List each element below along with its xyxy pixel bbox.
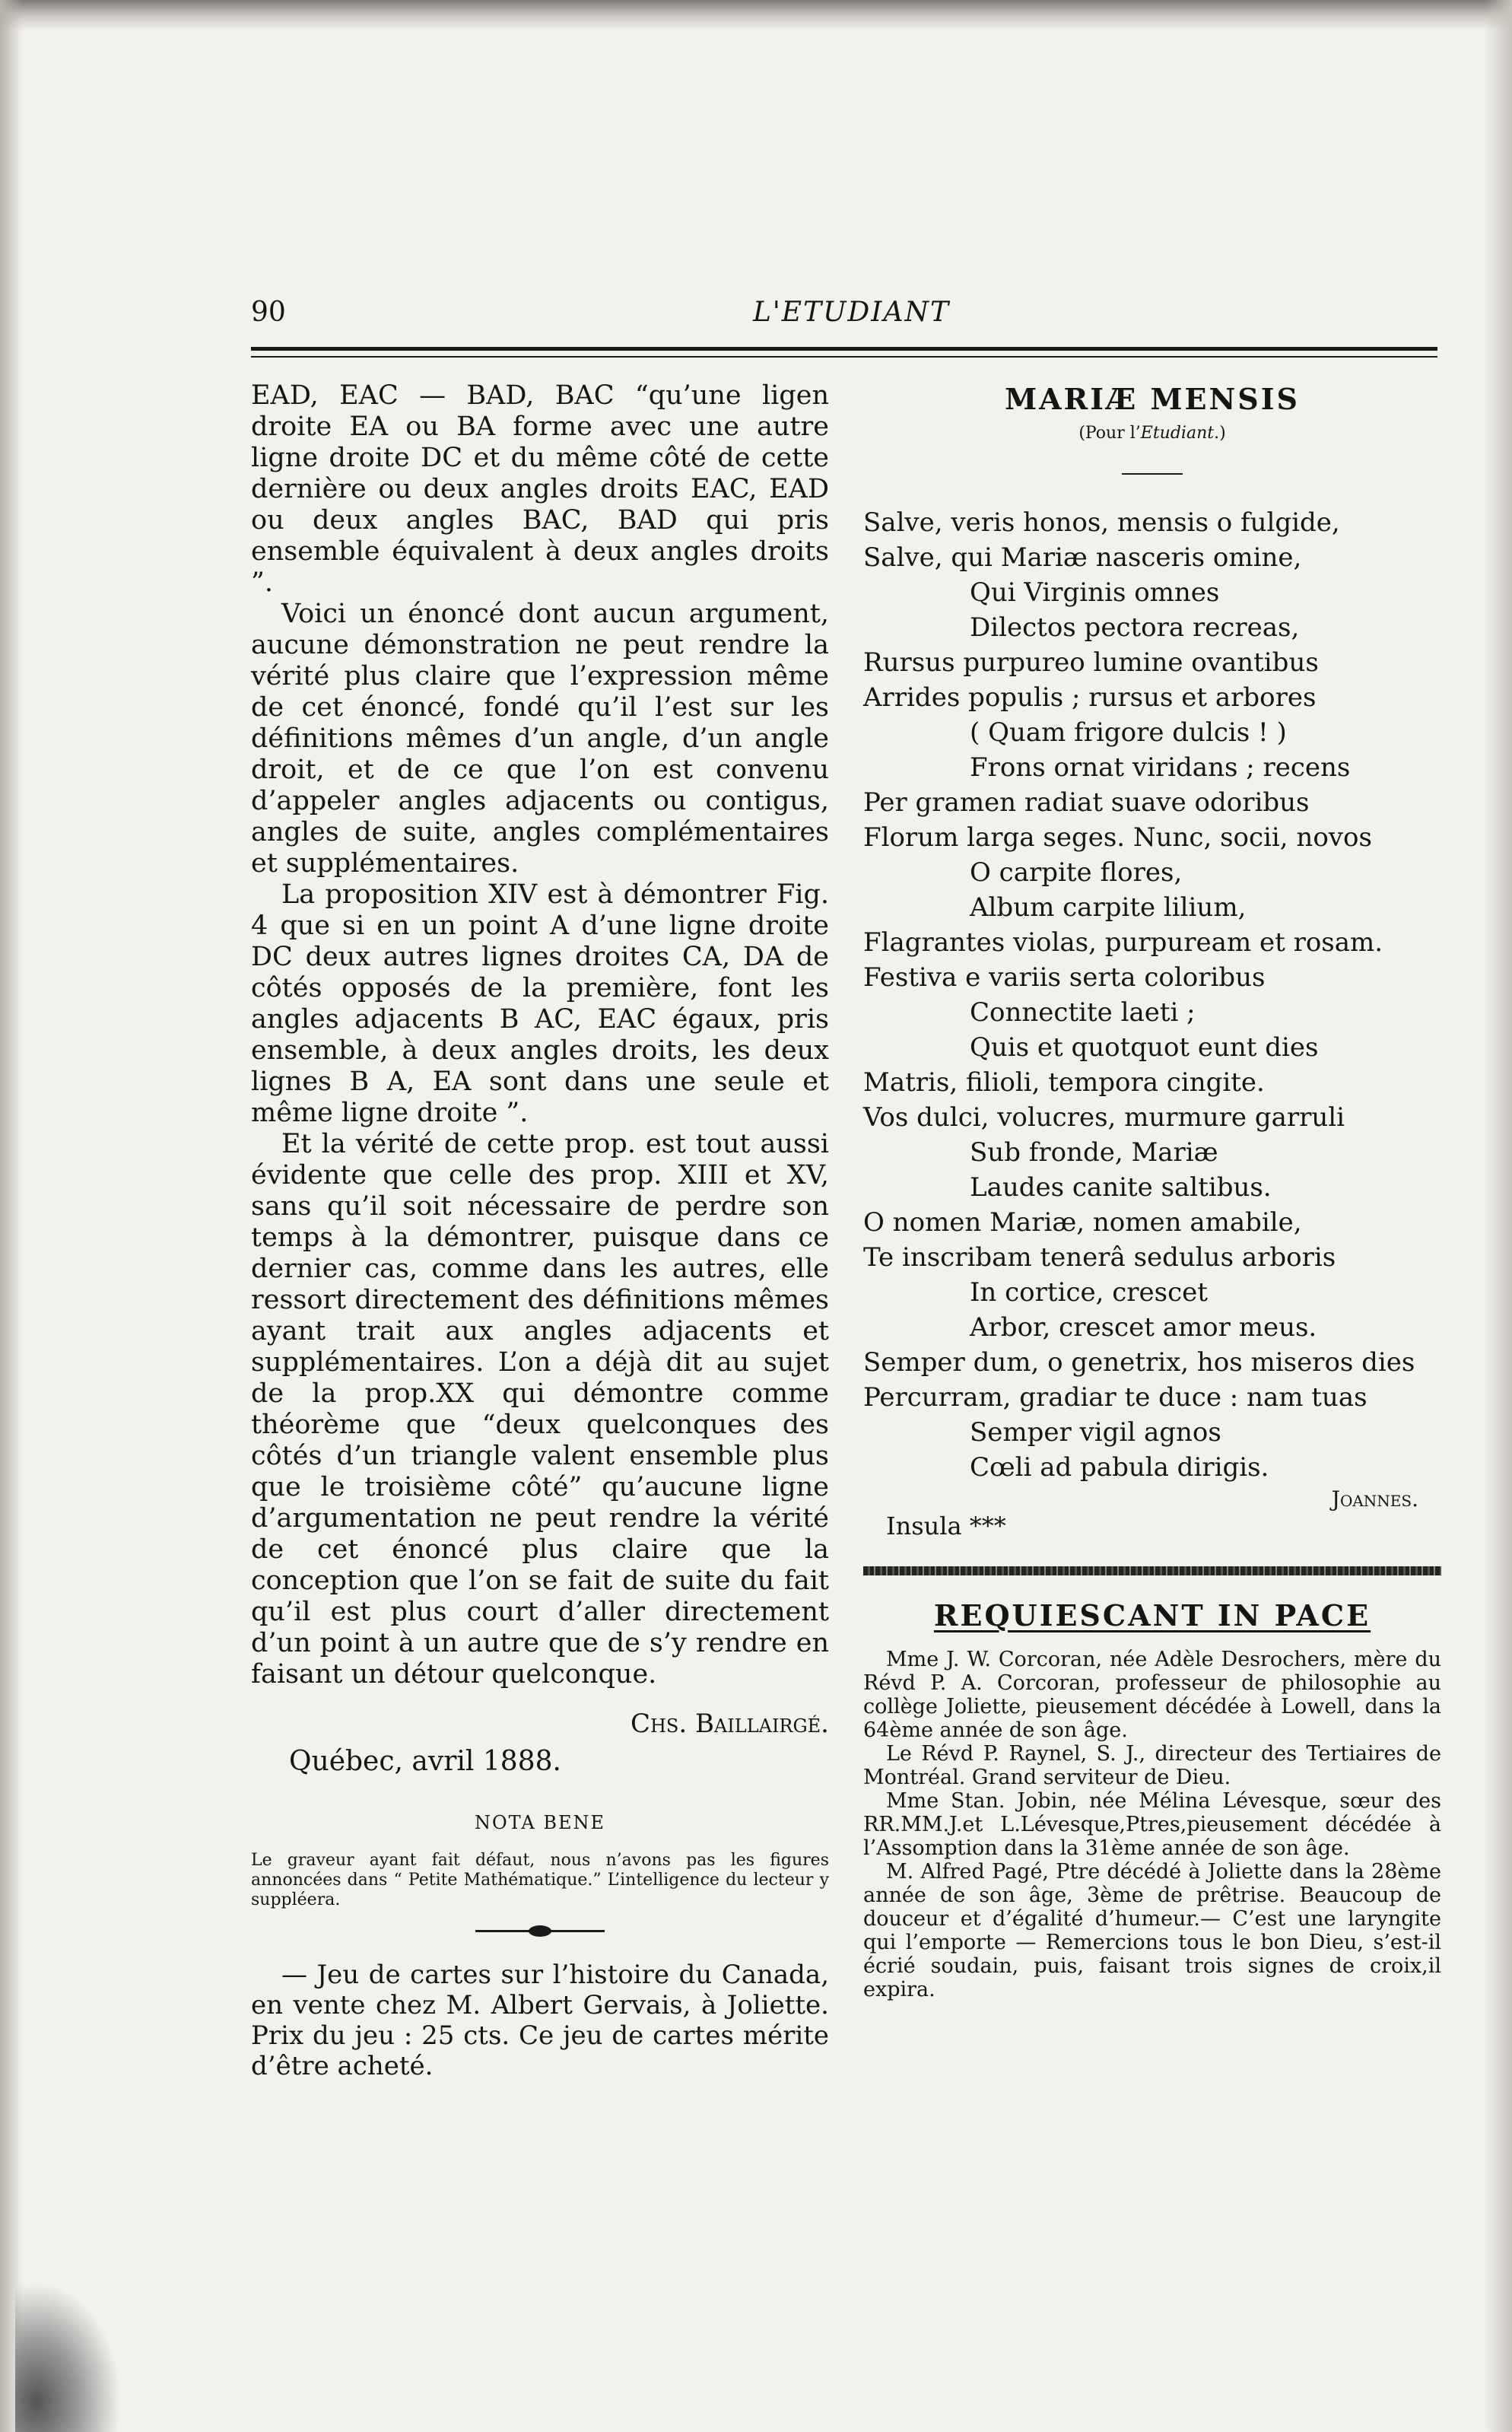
poem-line: Florum larga seges. Nunc, socii, novos: [863, 822, 1372, 853]
scan-edge-left: [0, 0, 23, 2432]
poem-subtitle-prefix: (Pour l’: [1078, 424, 1141, 443]
poem-line: Arbor, crescet amor meus.: [970, 1312, 1317, 1343]
poem-line: Flagrantes violas, purpuream et rosam.: [863, 927, 1383, 958]
poem-place: Insula ***: [886, 1512, 1006, 1540]
obituary-entry: M. Alfred Pagé, Ptre décédé à Joliette dans la 28ème année de son âge, 3ème de prêtrise. Beaucoup de douceur et d’égalité d’humeur.— C’est une laryngite qui l’emporte — Remercions tous le bon Dieu, s’est-il écrié soudain, puis, faisant trois signes de croix,il expira.: [863, 1860, 1441, 2001]
article-paragraph: Voici un énoncé dont aucun argument, aucune démonstration ne peut rendre la vérité plus claire que l’expression même de cet énoncé, fondé qu’il l’est sur les définitions mêmes d’un angle, d’un angle droit, et de ce que l’on est convenu d’appeler angles adjacents ou contigus, angles de suite, angles complémentaires et supplémentaires.: [251, 599, 829, 879]
poem-line: Album carpite lilium,: [970, 892, 1247, 923]
right-column: [863, 380, 1441, 2001]
poem-line: Salve, veris honos, mensis o fulgide,: [863, 507, 1340, 538]
article-paragraph: EAD, EAC — BAD, BAC “qu’une ligen droite EA ou BA forme avec une autre ligne droite DC et du même côté de cette dernière ou deux angles droits EAC, EAD ou deux angles BAC, BAD qui pris ensemble équivalent à deux angles droits ”.: [251, 380, 829, 598]
poem-line: O carpite flores,: [970, 857, 1183, 888]
poem-line: Per gramen radiat suave odoribus: [863, 787, 1310, 818]
ornament-separator: [475, 1930, 605, 1932]
dateline: Québec, avril 1888.: [289, 1746, 561, 1777]
obituary-entry: Mme J. W. Corcoran, née Adèle Desrochers, mère du Révd P. A. Corcoran, professeur de philosophie au collège Joliette, pieusement décédée à Lowell, dans la 64ème année de son âge.: [863, 1648, 1441, 1742]
section-rule: [863, 1566, 1441, 1575]
poem-line: Percurram, gradiar te duce : nam tuas: [863, 1382, 1367, 1413]
poem-line: Matris, filioli, tempora cingite.: [863, 1067, 1265, 1098]
short-rule: [1122, 473, 1183, 475]
poem-line: Sub fronde, Mariæ: [970, 1137, 1218, 1168]
poem-line: Semper dum, o genetrix, hos miseros dies: [863, 1347, 1415, 1378]
poem-line: O nomen Mariæ, nomen amabile,: [863, 1207, 1302, 1238]
poem-line: In cortice, crescet: [970, 1277, 1208, 1308]
advertisement: — Jeu de cartes sur l’histoire du Canada, en vente chez M. Albert Gervais, à Joliette. Prix du jeu : 25 cts. Ce jeu de cartes mérite d’être acheté.: [251, 1960, 829, 2081]
nota-bene-body: Le graveur ayant fait défaut, nous n’avons pas les figures annoncées dans “ Petite Mathématique.” L’intelligence du lecteur y suppléera.: [251, 1851, 829, 1909]
ink-smudge: [15, 2282, 122, 2432]
poem-subtitle-suffix: .): [1214, 424, 1226, 443]
poem-line: Vos dulci, volucres, murmure garruli: [863, 1102, 1345, 1133]
poem-line: Rursus purpureo lumine ovantibus: [863, 647, 1319, 678]
poem-line: Quis et quotquot eunt dies: [970, 1032, 1319, 1063]
poem-line: Dilectos pectora recreas,: [970, 612, 1300, 643]
poem-body: [863, 505, 1441, 1485]
scan-edge-top: [0, 0, 1512, 30]
running-head: [251, 297, 1437, 335]
article-paragraph: Et la vérité de cette prop. est tout aussi évidente que celle des prop. XIII et XV, sans qu’il soit nécessaire de perdre son temps à la démontrer, puisque dans ce dernier cas, comme dans les autres, elle ressort directement des définitions mêmes ayant trait aux angles adjacents et supplémentaires. L’on a déjà dit au sujet de la prop.XX qui démontre comme théorème que “deux quelconques des côtés d’un triangle valent ensemble plus que le troisième côté” qu’aucune ligne d’argumentation ne peut rendre la vérité de cet énoncé plus claire que la conception que l’on se fait de suite du fait qu’il est plus court d’aller directement d’un point à un autre que de s’y rendre en faisant un détour quelconque.: [251, 1129, 829, 1690]
poem-subtitle: [863, 424, 1441, 443]
obituaries: [863, 1648, 1441, 2001]
poem-line: Frons ornat viridans ; recens: [970, 752, 1351, 783]
scan-edge-right: [1485, 0, 1512, 2432]
poem-line: Connectite laeti ;: [970, 997, 1196, 1028]
header-rule-thin: [251, 356, 1437, 358]
left-column: [251, 380, 829, 2081]
poem-line: Laudes canite saltibus.: [970, 1172, 1272, 1203]
nota-bene-title: NOTA BENE: [474, 1812, 605, 1833]
page-number: 90: [251, 297, 286, 328]
poem-line: Qui Virginis omnes: [970, 577, 1220, 608]
obituaries-title: REQUIESCANT IN PACE: [933, 1598, 1371, 1632]
poem-line: Cœli ad pabula dirigis.: [970, 1452, 1269, 1483]
header-rule-thick: [251, 347, 1437, 351]
poem-line: Salve, qui Mariæ nasceris omine,: [863, 542, 1302, 573]
poem-line: Arrides populis ; rursus et arbores: [863, 682, 1317, 713]
article-paragraph: La proposition XIV est à démontrer Fig. 4 que si en un point A d’une ligne droite DC deux autres lignes droites CA, DA de côtés opposés de la première, font les angles adjacents B AC, EAC égaux, pris ensemble, à deux angles droits, les deux lignes B A, EA sont dans une seule et même ligne droite ”.: [251, 879, 829, 1128]
poem-title: MARIÆ MENSIS: [1005, 382, 1300, 416]
obituary-entry: Le Révd P. Raynel, S. J., directeur des Tertiaires de Montréal. Grand serviteur de Dieu.: [863, 1742, 1441, 1789]
poem-line: Semper vigil agnos: [970, 1417, 1221, 1448]
poem-line: ( Quam frigore dulcis ! ): [970, 717, 1287, 748]
poem-subtitle-journal: Etudiant: [1140, 424, 1215, 443]
poem-line: Festiva e variis serta coloribus: [863, 962, 1266, 993]
obituary-entry: Mme Stan. Jobin, née Mélina Lévesque, sœur des RR.MM.J.et L.Lévesque,Ptres,pieusement décédée à l’Assomption dans la 31ème année de son âge.: [863, 1789, 1441, 1860]
author-signature: Chs. Baillairgé.: [630, 1709, 829, 1739]
poem-line: Te inscribam tenerâ sedulus arboris: [863, 1242, 1336, 1273]
journal-title: L'ETUDIANT: [753, 297, 951, 328]
poem-signature: Joannes.: [1331, 1486, 1418, 1512]
